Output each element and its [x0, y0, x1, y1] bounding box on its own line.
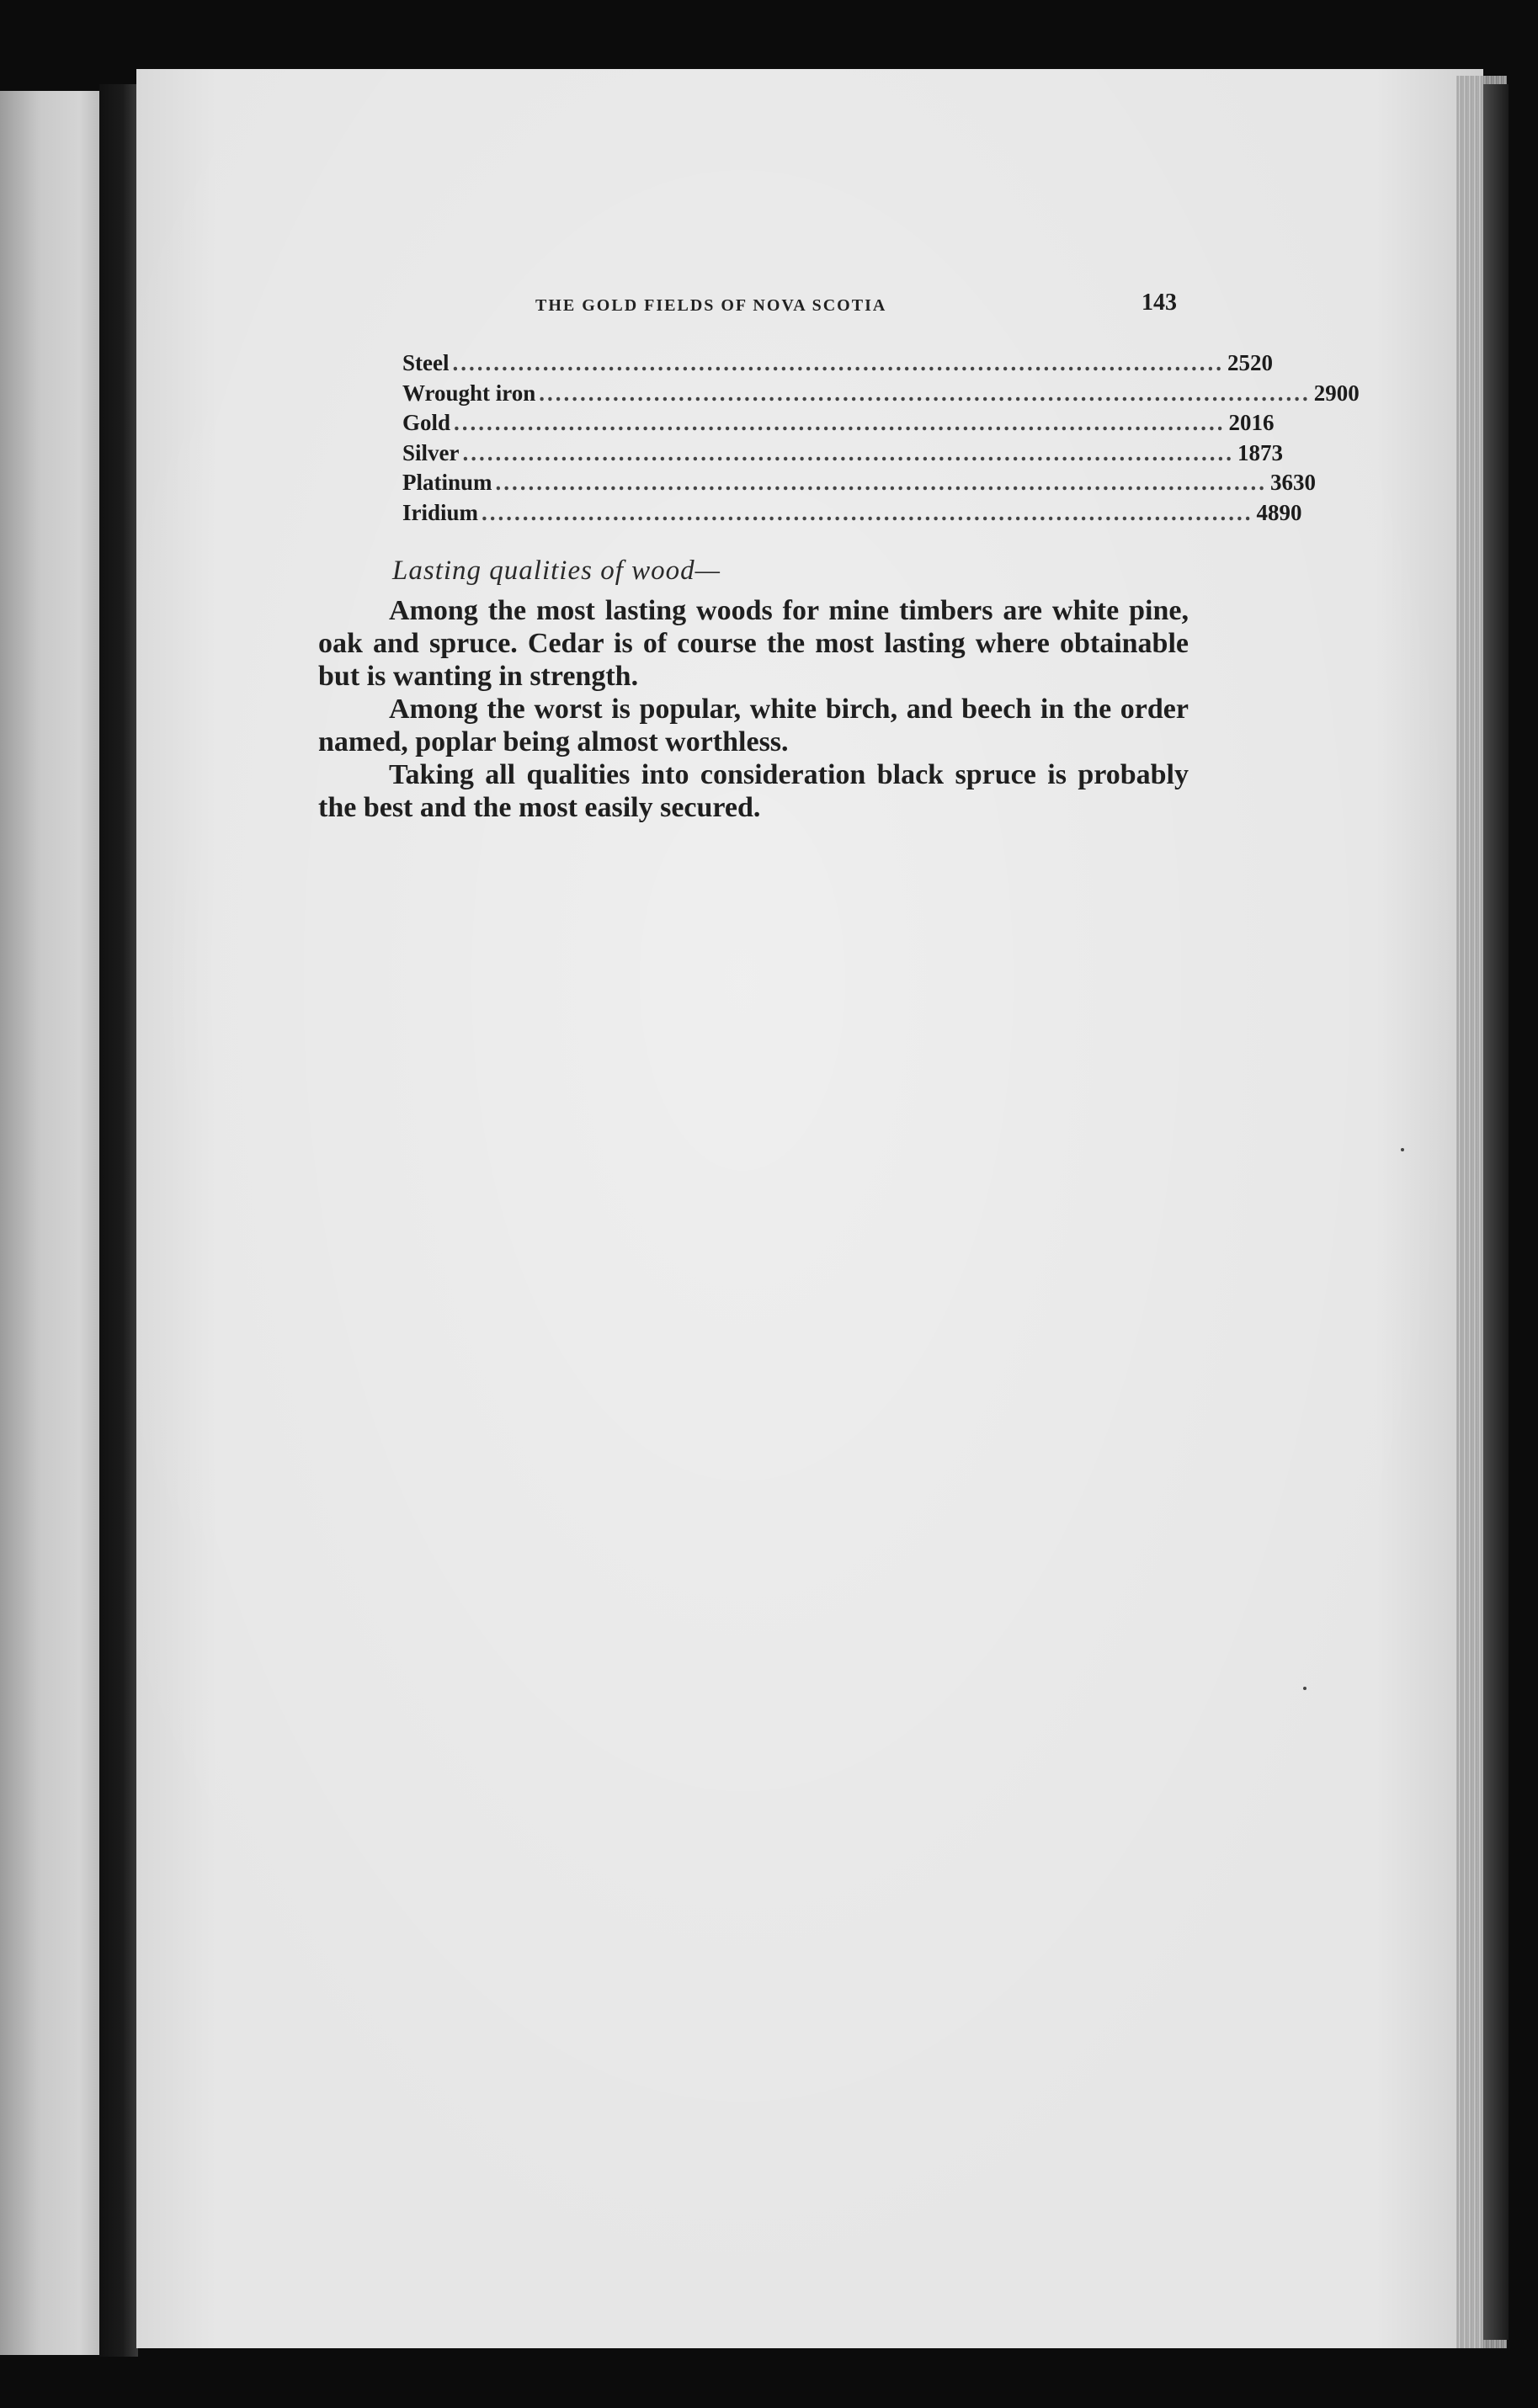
dot-leader: .............................................................................................. [482, 499, 1253, 525]
table-row [402, 379, 1360, 409]
dot-leader: .............................................................................................. [495, 470, 1268, 495]
table-row-label: Gold [402, 410, 451, 435]
dot-leader: .............................................................................................. [452, 350, 1224, 375]
dot-leader: .............................................................................................. [539, 380, 1311, 406]
table-row-label: Platinum [402, 470, 492, 495]
table-row [402, 498, 1302, 529]
page-edge-shadow [1483, 84, 1509, 2340]
table-row-label: Steel [402, 350, 450, 375]
paragraph: Taking all qualities into consideration black spruce is probably the best and the most easily secured. [318, 759, 1189, 823]
table-row [402, 439, 1283, 469]
table-row-value: 3630 [1270, 470, 1317, 495]
table-row-label: Wrought iron [402, 380, 536, 406]
table-row-label: Silver [402, 439, 460, 465]
body-text [318, 594, 1189, 824]
table-row-value: 4890 [1256, 499, 1302, 525]
table-row-value: 2900 [1313, 380, 1360, 406]
dot-leader: .............................................................................................. [454, 410, 1226, 435]
section-heading: Lasting qualities of wood— [392, 555, 721, 586]
dot-leader: .............................................................................................. [462, 439, 1234, 465]
paragraph: Among the worst is popular, white birch, and beech in the order named, poplar being almost worthless. [318, 694, 1189, 757]
table-row [402, 468, 1317, 498]
table-row [402, 408, 1275, 439]
book-gutter [99, 84, 138, 2357]
table-row [402, 348, 1273, 379]
paragraph: Among the most lasting woods for mine timbers are white pine, oak and spruce. Cedar is of course the most lasting where obtainable but is wanting in strength. [318, 595, 1189, 692]
table-row-value: 1873 [1237, 439, 1283, 465]
table-row-value: 2520 [1227, 350, 1273, 375]
scan-speck [1401, 1148, 1404, 1151]
facing-page-edge [0, 91, 99, 2355]
page-number: 143 [1142, 290, 1177, 316]
metals-table [402, 348, 1360, 528]
running-head: THE GOLD FIELDS OF NOVA SCOTIA [535, 296, 887, 315]
table-row-value: 2016 [1228, 410, 1275, 435]
table-row-label: Iridium [402, 499, 479, 525]
scan-speck [1303, 1687, 1307, 1690]
